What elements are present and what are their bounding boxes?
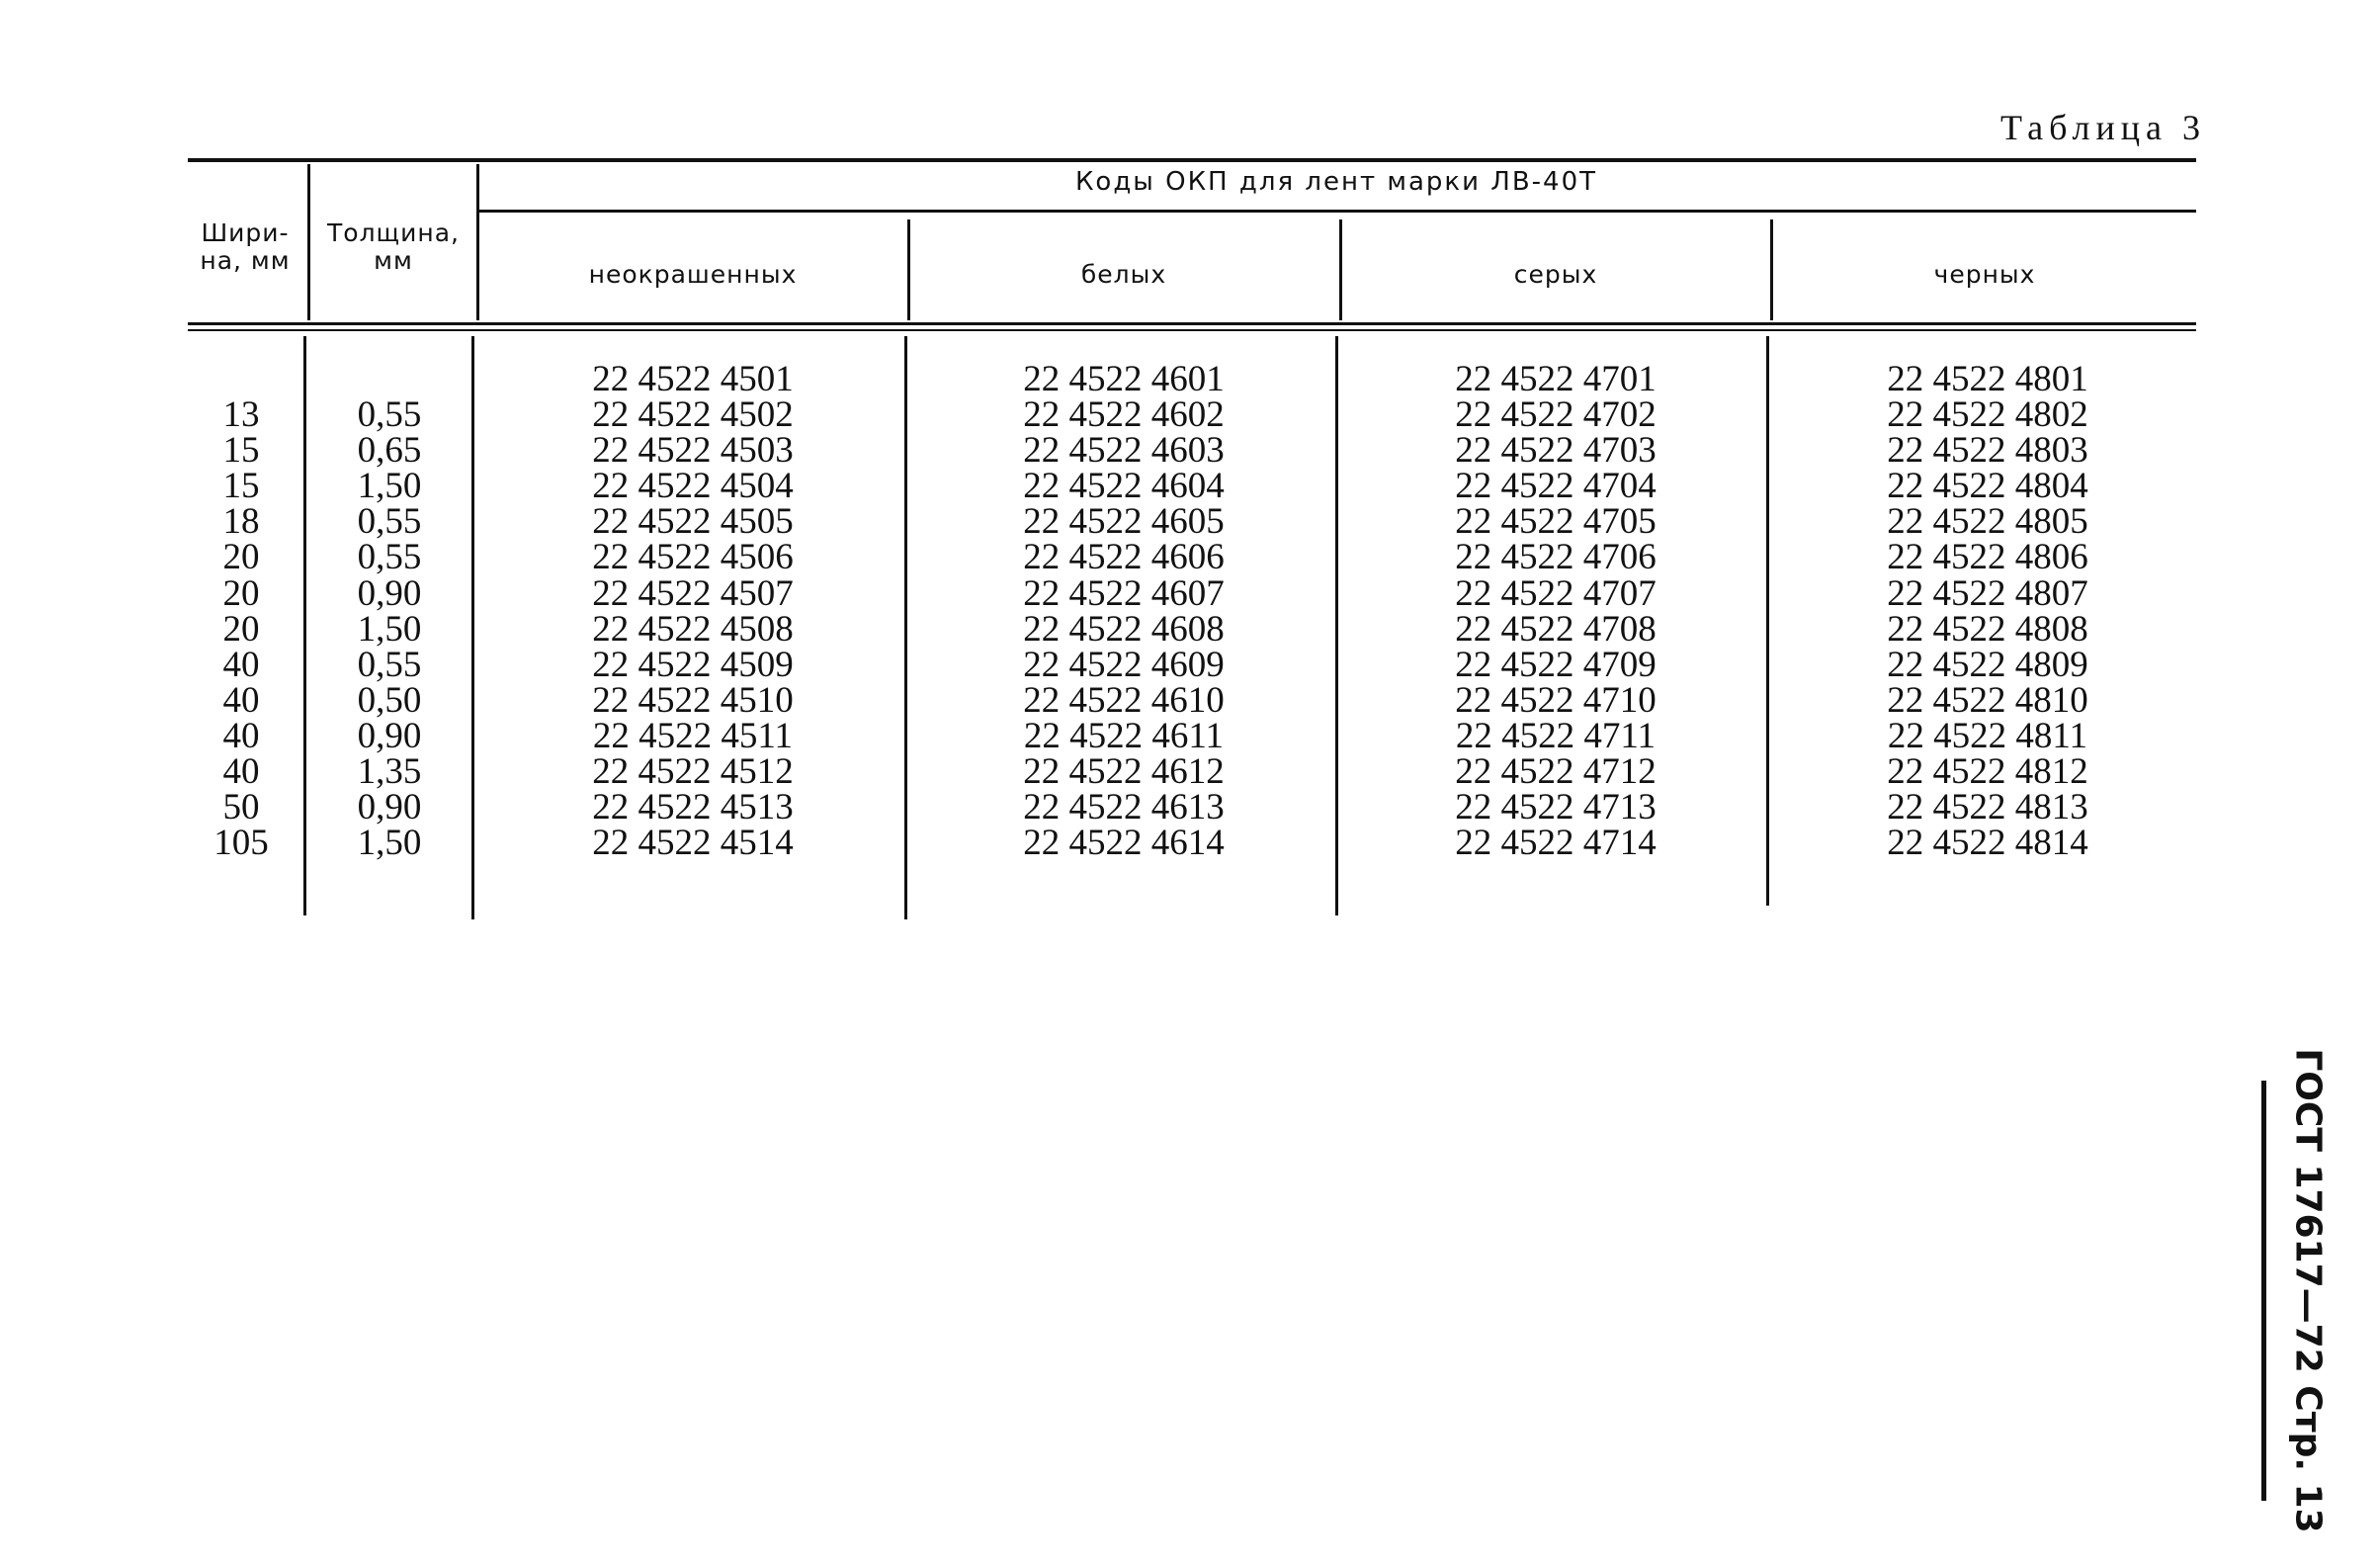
cell-okp-code: 22 4522 4713 (1455, 787, 1657, 828)
column-black-codes (1773, 359, 2202, 864)
col-divider-thickness-codes-body (471, 336, 474, 919)
cell-okp-code: 22 4522 4812 (1887, 751, 2088, 793)
cell-thickness: 1,50 (357, 823, 422, 864)
cell-width: 40 (222, 644, 260, 685)
col-divider-width-thickness-body (303, 336, 306, 915)
header-black: черных (1933, 260, 2036, 289)
cell-okp-code: 22 4522 4609 (1023, 644, 1225, 685)
cell-okp-code: 22 4522 4810 (1887, 679, 2088, 721)
cell-thickness: 0,90 (357, 572, 422, 614)
cell-okp-code: 22 4522 4502 (592, 394, 794, 436)
cell-okp-code: 22 4522 4706 (1455, 537, 1657, 578)
cell-okp-code: 22 4522 4506 (592, 537, 794, 578)
table-caption: Таблица 3 (2000, 108, 2206, 147)
cell-thickness: 0,55 (357, 644, 422, 685)
cell-thickness: 1,35 (357, 751, 422, 793)
cell-okp-code: 22 4522 4801 (1887, 359, 2088, 399)
header-okp-codes-group: Коды ОКП для лент марки ЛВ-40Т (1074, 167, 1598, 197)
page-label-text: ГОСТ 17617—72 Стр. 13 (2287, 1048, 2329, 1533)
cell-thickness (314, 362, 465, 397)
cell-okp-code: 22 4522 4604 (1023, 466, 1225, 507)
cell-okp-code: 22 4522 4507 (592, 572, 794, 614)
cell-okp-code: 22 4522 4509 (592, 644, 794, 685)
cell-okp-code: 22 4522 4611 (1023, 715, 1225, 756)
cell-okp-code: 22 4522 4510 (592, 679, 794, 721)
cell-thickness: 0,90 (357, 715, 422, 756)
header-unpainted: неокрашенных (588, 260, 798, 289)
cell-okp-code: 22 4522 4803 (1887, 430, 2088, 472)
header-bottom-rule-1 (188, 322, 2196, 325)
cell-width: 15 (222, 430, 260, 472)
page-label-rule (2261, 1081, 2266, 1501)
cell-okp-code: 22 4522 4614 (1023, 823, 1225, 864)
cell-okp-code: 22 4522 4809 (1887, 644, 2088, 685)
header-thickness: Толщина, мм (327, 218, 460, 275)
cell-okp-code: 22 4522 4704 (1455, 466, 1657, 507)
cell-okp-code: 22 4522 4710 (1455, 679, 1657, 721)
cell-okp-code: 22 4522 4511 (592, 715, 794, 756)
page-label (2278, 1048, 2338, 1533)
cell-thickness: 0,55 (357, 501, 422, 543)
cell-thickness: 1,50 (357, 608, 422, 650)
column-gray-codes (1341, 359, 1770, 864)
cell-thickness: 0,50 (357, 679, 422, 721)
cell-width: 105 (213, 823, 269, 864)
cell-okp-code: 22 4522 4504 (592, 466, 794, 507)
cell-okp-code: 22 4522 4610 (1023, 679, 1225, 721)
cell-thickness: 1,50 (357, 466, 422, 507)
cell-okp-code: 22 4522 4813 (1887, 787, 2088, 828)
cell-width: 40 (222, 715, 260, 756)
cell-okp-code: 22 4522 4605 (1023, 501, 1225, 543)
cell-width: 20 (222, 608, 260, 650)
cell-okp-code: 22 4522 4703 (1455, 430, 1657, 472)
cell-okp-code: 22 4522 4712 (1455, 751, 1657, 793)
header-width: Шири- на, мм (200, 218, 291, 275)
table-top-rule (188, 158, 2196, 162)
cell-okp-code: 22 4522 4512 (592, 751, 794, 793)
header-gray: серых (1513, 260, 1598, 289)
column-unpainted-codes (478, 359, 907, 864)
cell-okp-code: 22 4522 4606 (1023, 537, 1225, 578)
cell-okp-code: 22 4522 4811 (1887, 715, 2088, 756)
cell-okp-code: 22 4522 4503 (592, 430, 794, 472)
cell-okp-code: 22 4522 4501 (592, 359, 794, 399)
cell-okp-code: 22 4522 4514 (592, 823, 794, 864)
cell-okp-code: 22 4522 4701 (1455, 359, 1657, 399)
column-thickness-values (314, 362, 465, 864)
cell-okp-code: 22 4522 4804 (1887, 466, 2088, 507)
cell-width: 18 (222, 501, 260, 543)
cell-width (188, 362, 295, 397)
cell-width: 40 (222, 679, 260, 721)
cell-width: 20 (222, 572, 260, 614)
cell-okp-code: 22 4522 4607 (1023, 572, 1225, 614)
cell-width: 20 (222, 537, 260, 578)
cell-okp-code: 22 4522 4711 (1455, 715, 1657, 756)
cell-okp-code: 22 4522 4705 (1455, 501, 1657, 543)
cell-okp-code: 22 4522 4807 (1887, 572, 2088, 614)
cell-okp-code: 22 4522 4601 (1023, 359, 1225, 399)
cell-okp-code: 22 4522 4603 (1023, 430, 1225, 472)
cell-okp-code: 22 4522 4608 (1023, 608, 1225, 650)
cell-okp-code: 22 4522 4808 (1887, 608, 2088, 650)
cell-width: 13 (222, 394, 260, 436)
header-bottom-rule-2 (188, 329, 2196, 331)
cell-thickness: 0,55 (357, 394, 422, 436)
cell-okp-code: 22 4522 4709 (1455, 644, 1657, 685)
column-white-codes (909, 359, 1338, 864)
cell-okp-code: 22 4522 4707 (1455, 572, 1657, 614)
cell-okp-code: 22 4522 4702 (1455, 394, 1657, 436)
group-header-rule (478, 210, 2196, 213)
cell-okp-code: 22 4522 4805 (1887, 501, 2088, 543)
cell-okp-code: 22 4522 4806 (1887, 537, 2088, 578)
cell-okp-code: 22 4522 4612 (1023, 751, 1225, 793)
cell-width: 50 (222, 787, 260, 828)
cell-okp-code: 22 4522 4513 (592, 787, 794, 828)
cell-width: 15 (222, 466, 260, 507)
cell-thickness: 0,55 (357, 537, 422, 578)
cell-okp-code: 22 4522 4814 (1887, 823, 2088, 864)
cell-thickness: 0,65 (357, 430, 422, 472)
cell-okp-code: 22 4522 4508 (592, 608, 794, 650)
cell-okp-code: 22 4522 4613 (1023, 787, 1225, 828)
column-width-values (188, 362, 295, 864)
cell-okp-code: 22 4522 4714 (1455, 823, 1657, 864)
cell-okp-code: 22 4522 4708 (1455, 608, 1657, 650)
cell-okp-code: 22 4522 4802 (1887, 394, 2088, 436)
header-white: белых (1080, 260, 1167, 289)
cell-okp-code: 22 4522 4505 (592, 501, 794, 543)
cell-width: 40 (222, 751, 260, 793)
cell-thickness: 0,90 (357, 787, 422, 828)
cell-okp-code: 22 4522 4602 (1023, 394, 1225, 436)
